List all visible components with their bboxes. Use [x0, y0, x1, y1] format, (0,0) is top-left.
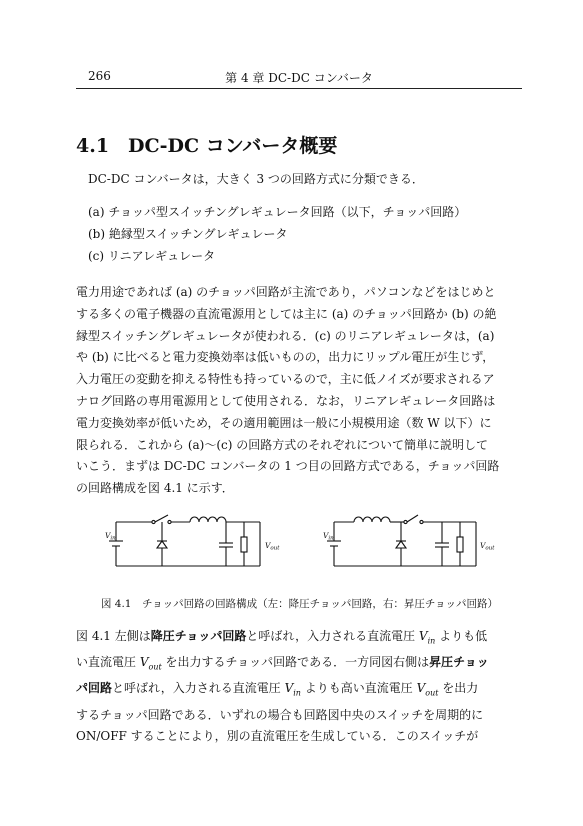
- vin-label-right: $V_{in}$: [323, 531, 334, 542]
- figure-caption: 図 4.1 チョッパ回路の回路構成（左：降圧チョッパ回路，右：昇圧チョッパ回路）: [100, 598, 499, 610]
- buck-circuit-diagram: [109, 515, 260, 566]
- term-boost-chopper: 昇圧チョッ: [429, 655, 489, 670]
- text-line: ナログ回路の専用電源用として使用される．なお，リニアレギュレータ回路は: [76, 393, 496, 408]
- chopper-circuit-figure: [96, 508, 496, 578]
- section-number: 4.1: [76, 135, 110, 157]
- running-title: 第 4 章 DC-DC コンバータ: [225, 71, 373, 85]
- section-title: DC-DC コンバータ概要: [128, 135, 338, 157]
- text-line: いこう．まずは DC-DC コンバータの 1 つ目の回路方式である，チョッパ回路: [76, 459, 500, 474]
- text-line: 限られる．これから (a)〜(c) の回路方式のそれぞれについて簡単に説明して: [76, 437, 488, 452]
- boost-circuit-diagram: [327, 515, 476, 566]
- list-item: (b) 絶縁型スイッチングレギュレータ: [88, 226, 288, 241]
- intro-paragraph: DC-DC コンバータは，大きく 3 つの回路方式に分類できる．: [88, 172, 424, 186]
- list-item: (a) チョッパ型スイッチングレギュレータ回路（以下，チョッパ回路）: [88, 205, 467, 219]
- body-paragraph-1: [76, 282, 523, 500]
- page-number: 266: [88, 69, 111, 83]
- section-heading: [76, 131, 337, 158]
- text-line: や (b) に比べると電力変換効率は低いものの，出力にリップル電圧が生じず，: [76, 350, 495, 365]
- text-line: ON/OFF することにより，別の直流電圧を生成している．このスイッチが: [76, 729, 479, 744]
- text-line: 図 4.1 左側は降圧チョッパ回路と呼ばれ，入力される直流電圧 $V_{in}$ よりも低: [76, 629, 488, 646]
- text-line: する多くの電子機器の直流電源用としては主に (a) のチョッパ回路か (b) の絶: [76, 306, 497, 321]
- text-line: 入力電圧の変動を抑える特性も持っているので，主に低ノイズが要求されるア: [76, 372, 495, 387]
- running-header: [76, 66, 522, 89]
- text-line: するチョッパ回路である．いずれの場合も回路図中央のスイッチを周期的に: [76, 707, 484, 722]
- text-line: 電力変換効率が低いため，その適用範囲は一般に小規模用途（数 W 以下）に: [76, 415, 492, 430]
- text-line: 縁型スイッチングレギュレータが使われる．(c) のリニアレギュレータは，(a): [76, 328, 495, 343]
- vout-label-right: $V_{out}$: [480, 541, 495, 552]
- body-paragraph-2: [76, 626, 523, 748]
- text-line: パ回路と呼ばれ，入力される直流電圧 $V_{in}$ よりも高い直流電圧 $V_{out}$ を出力: [76, 681, 479, 698]
- text-line: の回路構成を図 4.1 に示す．: [76, 481, 234, 496]
- text-line: い直流電圧 $V_{out}$ を出力するチョッパ回路である．一方同図右側は昇圧チョッ: [76, 655, 489, 672]
- term-buck-chopper: 降圧チョッパ回路: [150, 629, 247, 643]
- list-item: (c) リニアレギュレータ: [88, 248, 216, 263]
- vout-label-left: $V_{out}$: [265, 541, 280, 552]
- circuit-type-list: [88, 202, 466, 267]
- vin-label-left: $V_{in}$: [105, 531, 116, 542]
- text-line: 電力用途であれば (a) のチョッパ回路が主流であり，パソコンなどをはじめと: [76, 285, 496, 299]
